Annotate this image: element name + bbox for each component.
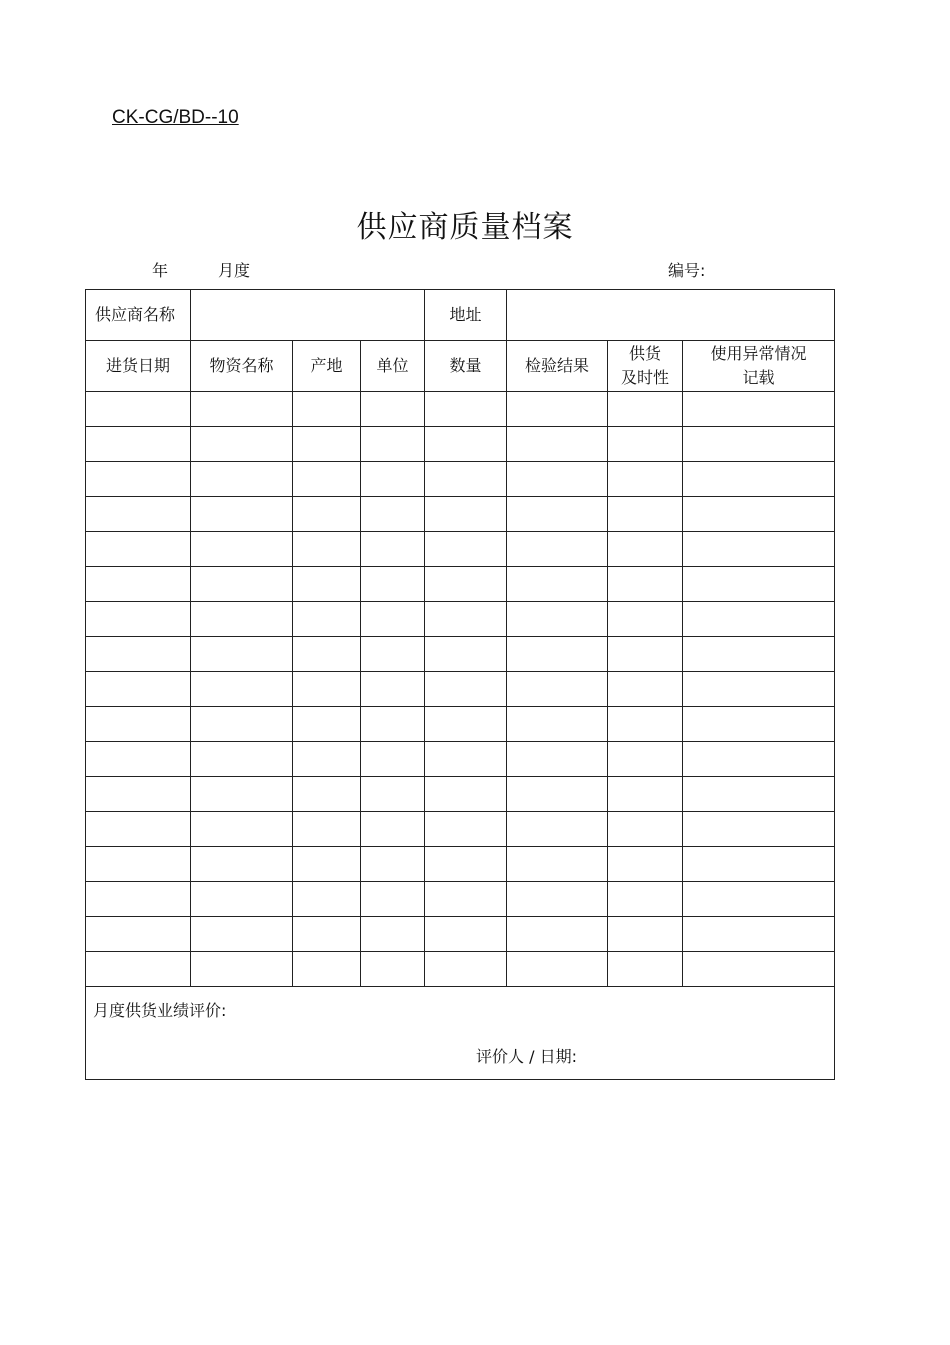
table-cell[interactable]: [507, 532, 608, 567]
table-row: [86, 602, 835, 637]
table-cell[interactable]: [191, 462, 293, 497]
table-cell[interactable]: [86, 497, 191, 532]
table-cell[interactable]: [425, 532, 507, 567]
table-cell[interactable]: [86, 847, 191, 882]
table-cell[interactable]: [191, 812, 293, 847]
table-row: [86, 392, 835, 427]
table-cell[interactable]: [293, 392, 361, 427]
table-cell[interactable]: [191, 392, 293, 427]
table-cell[interactable]: [86, 532, 191, 567]
table-cell[interactable]: [293, 882, 361, 917]
evaluation-row: [86, 987, 835, 1080]
table-cell[interactable]: [361, 917, 425, 952]
table-cell[interactable]: [293, 462, 361, 497]
table-cell[interactable]: [425, 707, 507, 742]
table-cell[interactable]: [293, 952, 361, 987]
column-header: [608, 341, 683, 392]
table-cell[interactable]: [507, 777, 608, 812]
table-cell[interactable]: [683, 392, 835, 427]
table-cell[interactable]: [191, 917, 293, 952]
table-cell[interactable]: [86, 392, 191, 427]
evaluation-label: 月度供货业绩评价:: [93, 1001, 227, 1020]
table-cell[interactable]: [425, 462, 507, 497]
table-cell[interactable]: [425, 567, 507, 602]
table-cell[interactable]: [361, 742, 425, 777]
table-cell[interactable]: [293, 427, 361, 462]
table-cell[interactable]: [191, 637, 293, 672]
table-row: [86, 672, 835, 707]
table-cell[interactable]: [293, 707, 361, 742]
column-header-line: 使用异常情况: [710, 344, 807, 363]
column-header-line: 记载: [742, 368, 775, 387]
table-row: [86, 637, 835, 672]
table-cell[interactable]: [361, 567, 425, 602]
table-cell[interactable]: [361, 392, 425, 427]
document-code: CK-CG/BD--10: [112, 107, 239, 128]
table-cell[interactable]: [608, 462, 683, 497]
table-cell[interactable]: [191, 882, 293, 917]
supplier-name-field[interactable]: [191, 290, 425, 341]
table-cell[interactable]: [191, 952, 293, 987]
table-row: [86, 847, 835, 882]
column-header: 进货日期: [86, 341, 191, 392]
table-cell[interactable]: [191, 497, 293, 532]
month-label: 月度: [218, 261, 251, 280]
table-row: [86, 777, 835, 812]
table-cell[interactable]: [86, 812, 191, 847]
table-cell[interactable]: [608, 637, 683, 672]
table-cell[interactable]: [361, 602, 425, 637]
table-cell[interactable]: [361, 672, 425, 707]
table-cell[interactable]: [293, 637, 361, 672]
table-cell[interactable]: [683, 812, 835, 847]
table-cell[interactable]: [608, 672, 683, 707]
table-cell[interactable]: [425, 777, 507, 812]
table-row: [86, 917, 835, 952]
table-cell[interactable]: [683, 637, 835, 672]
table-cell[interactable]: [608, 707, 683, 742]
table-row: [86, 882, 835, 917]
address-label: 地址: [425, 290, 507, 341]
table-cell[interactable]: [425, 742, 507, 777]
table-cell[interactable]: [86, 777, 191, 812]
table-cell[interactable]: [683, 707, 835, 742]
table-cell[interactable]: [361, 462, 425, 497]
table-cell[interactable]: [86, 462, 191, 497]
table-cell[interactable]: [425, 427, 507, 462]
table-cell[interactable]: [683, 427, 835, 462]
table-cell[interactable]: [608, 917, 683, 952]
column-header: 单位: [361, 341, 425, 392]
column-header: 产地: [293, 341, 361, 392]
table-cell[interactable]: [361, 882, 425, 917]
table-cell[interactable]: [507, 812, 608, 847]
table-cell[interactable]: [507, 847, 608, 882]
table-cell[interactable]: [608, 567, 683, 602]
table-cell[interactable]: [293, 742, 361, 777]
table-cell[interactable]: [361, 637, 425, 672]
table-cell[interactable]: [507, 462, 608, 497]
table-cell[interactable]: [608, 427, 683, 462]
table-cell[interactable]: [191, 567, 293, 602]
table-cell[interactable]: [293, 777, 361, 812]
table-cell[interactable]: [425, 392, 507, 427]
table-cell[interactable]: [86, 672, 191, 707]
table-cell[interactable]: [683, 602, 835, 637]
table-cell[interactable]: [191, 742, 293, 777]
table-cell[interactable]: [425, 812, 507, 847]
table-cell[interactable]: [86, 567, 191, 602]
supplier-row: [86, 290, 835, 341]
table-cell[interactable]: [293, 602, 361, 637]
table-cell[interactable]: [361, 707, 425, 742]
table-row: [86, 532, 835, 567]
table-cell[interactable]: [608, 602, 683, 637]
table-row: [86, 952, 835, 987]
table-cell[interactable]: [507, 637, 608, 672]
table-cell[interactable]: [293, 497, 361, 532]
table-cell[interactable]: [361, 812, 425, 847]
table-cell[interactable]: [86, 917, 191, 952]
table-row: [86, 742, 835, 777]
column-header: 检验结果: [507, 341, 608, 392]
table-row: [86, 462, 835, 497]
table-row: [86, 497, 835, 532]
table-cell[interactable]: [507, 392, 608, 427]
table-cell[interactable]: [86, 882, 191, 917]
table-cell[interactable]: [425, 637, 507, 672]
evaluation-cell[interactable]: [86, 987, 835, 1080]
table-cell[interactable]: [425, 602, 507, 637]
table-cell[interactable]: [425, 917, 507, 952]
table-cell[interactable]: [507, 882, 608, 917]
table-cell[interactable]: [683, 672, 835, 707]
table-cell[interactable]: [608, 847, 683, 882]
table-cell[interactable]: [361, 952, 425, 987]
column-header: 数量: [425, 341, 507, 392]
table-cell[interactable]: [608, 532, 683, 567]
supplier-quality-table: [85, 289, 835, 1080]
table-cell[interactable]: [608, 497, 683, 532]
table-cell[interactable]: [425, 847, 507, 882]
column-header-row: [86, 341, 835, 392]
table-cell[interactable]: [86, 707, 191, 742]
table-cell[interactable]: [507, 707, 608, 742]
table-cell[interactable]: [86, 742, 191, 777]
table-cell[interactable]: [361, 427, 425, 462]
table-cell[interactable]: [361, 497, 425, 532]
table-cell[interactable]: [361, 532, 425, 567]
table-cell[interactable]: [293, 672, 361, 707]
table-cell[interactable]: [608, 777, 683, 812]
table-cell[interactable]: [86, 427, 191, 462]
table-cell[interactable]: [507, 602, 608, 637]
table-cell[interactable]: [507, 567, 608, 602]
table-cell[interactable]: [507, 672, 608, 707]
table-cell[interactable]: [293, 847, 361, 882]
table-cell[interactable]: [293, 567, 361, 602]
table-cell[interactable]: [507, 497, 608, 532]
column-header: 物资名称: [191, 341, 293, 392]
table-cell[interactable]: [293, 917, 361, 952]
table-cell[interactable]: [608, 812, 683, 847]
table-cell[interactable]: [683, 532, 835, 567]
table-cell[interactable]: [425, 497, 507, 532]
table-cell[interactable]: [683, 777, 835, 812]
table-cell[interactable]: [425, 952, 507, 987]
table-cell[interactable]: [507, 917, 608, 952]
table-cell[interactable]: [683, 952, 835, 987]
table-cell[interactable]: [425, 672, 507, 707]
table-cell[interactable]: [361, 847, 425, 882]
table-cell[interactable]: [191, 707, 293, 742]
table-row: [86, 812, 835, 847]
table-cell[interactable]: [683, 917, 835, 952]
column-header-line: 及时性: [621, 368, 670, 387]
page-title: 供应商质量档案: [356, 210, 574, 245]
table-cell[interactable]: [608, 952, 683, 987]
table-cell[interactable]: [191, 427, 293, 462]
table-row: [86, 567, 835, 602]
table-cell[interactable]: [425, 882, 507, 917]
table-cell[interactable]: [293, 532, 361, 567]
table-cell[interactable]: [86, 637, 191, 672]
table-cell[interactable]: [293, 812, 361, 847]
supplier-name-label: 供应商名称: [86, 290, 191, 341]
table-cell[interactable]: [608, 742, 683, 777]
table-cell[interactable]: [683, 847, 835, 882]
table-cell[interactable]: [507, 952, 608, 987]
evaluator-date-label: 评价人 / 日期:: [476, 1047, 577, 1066]
year-label: 年: [152, 261, 169, 280]
table-cell[interactable]: [86, 952, 191, 987]
table-cell[interactable]: [86, 602, 191, 637]
address-field[interactable]: [507, 290, 835, 341]
table-cell[interactable]: [361, 777, 425, 812]
table-cell[interactable]: [191, 777, 293, 812]
table-cell[interactable]: [683, 882, 835, 917]
table-cell[interactable]: [608, 392, 683, 427]
table-row: [86, 427, 835, 462]
number-label: 编号:: [668, 261, 706, 280]
table-row: [86, 707, 835, 742]
table-cell[interactable]: [683, 497, 835, 532]
column-header: [683, 341, 835, 392]
table-cell[interactable]: [191, 602, 293, 637]
table-cell[interactable]: [683, 567, 835, 602]
table-cell[interactable]: [507, 427, 608, 462]
table-cell[interactable]: [191, 847, 293, 882]
column-header-line: 供货: [629, 344, 662, 363]
table-cell[interactable]: [683, 462, 835, 497]
table-cell[interactable]: [191, 532, 293, 567]
table-cell[interactable]: [683, 742, 835, 777]
table-cell[interactable]: [608, 882, 683, 917]
table-cell[interactable]: [507, 742, 608, 777]
table-cell[interactable]: [191, 672, 293, 707]
